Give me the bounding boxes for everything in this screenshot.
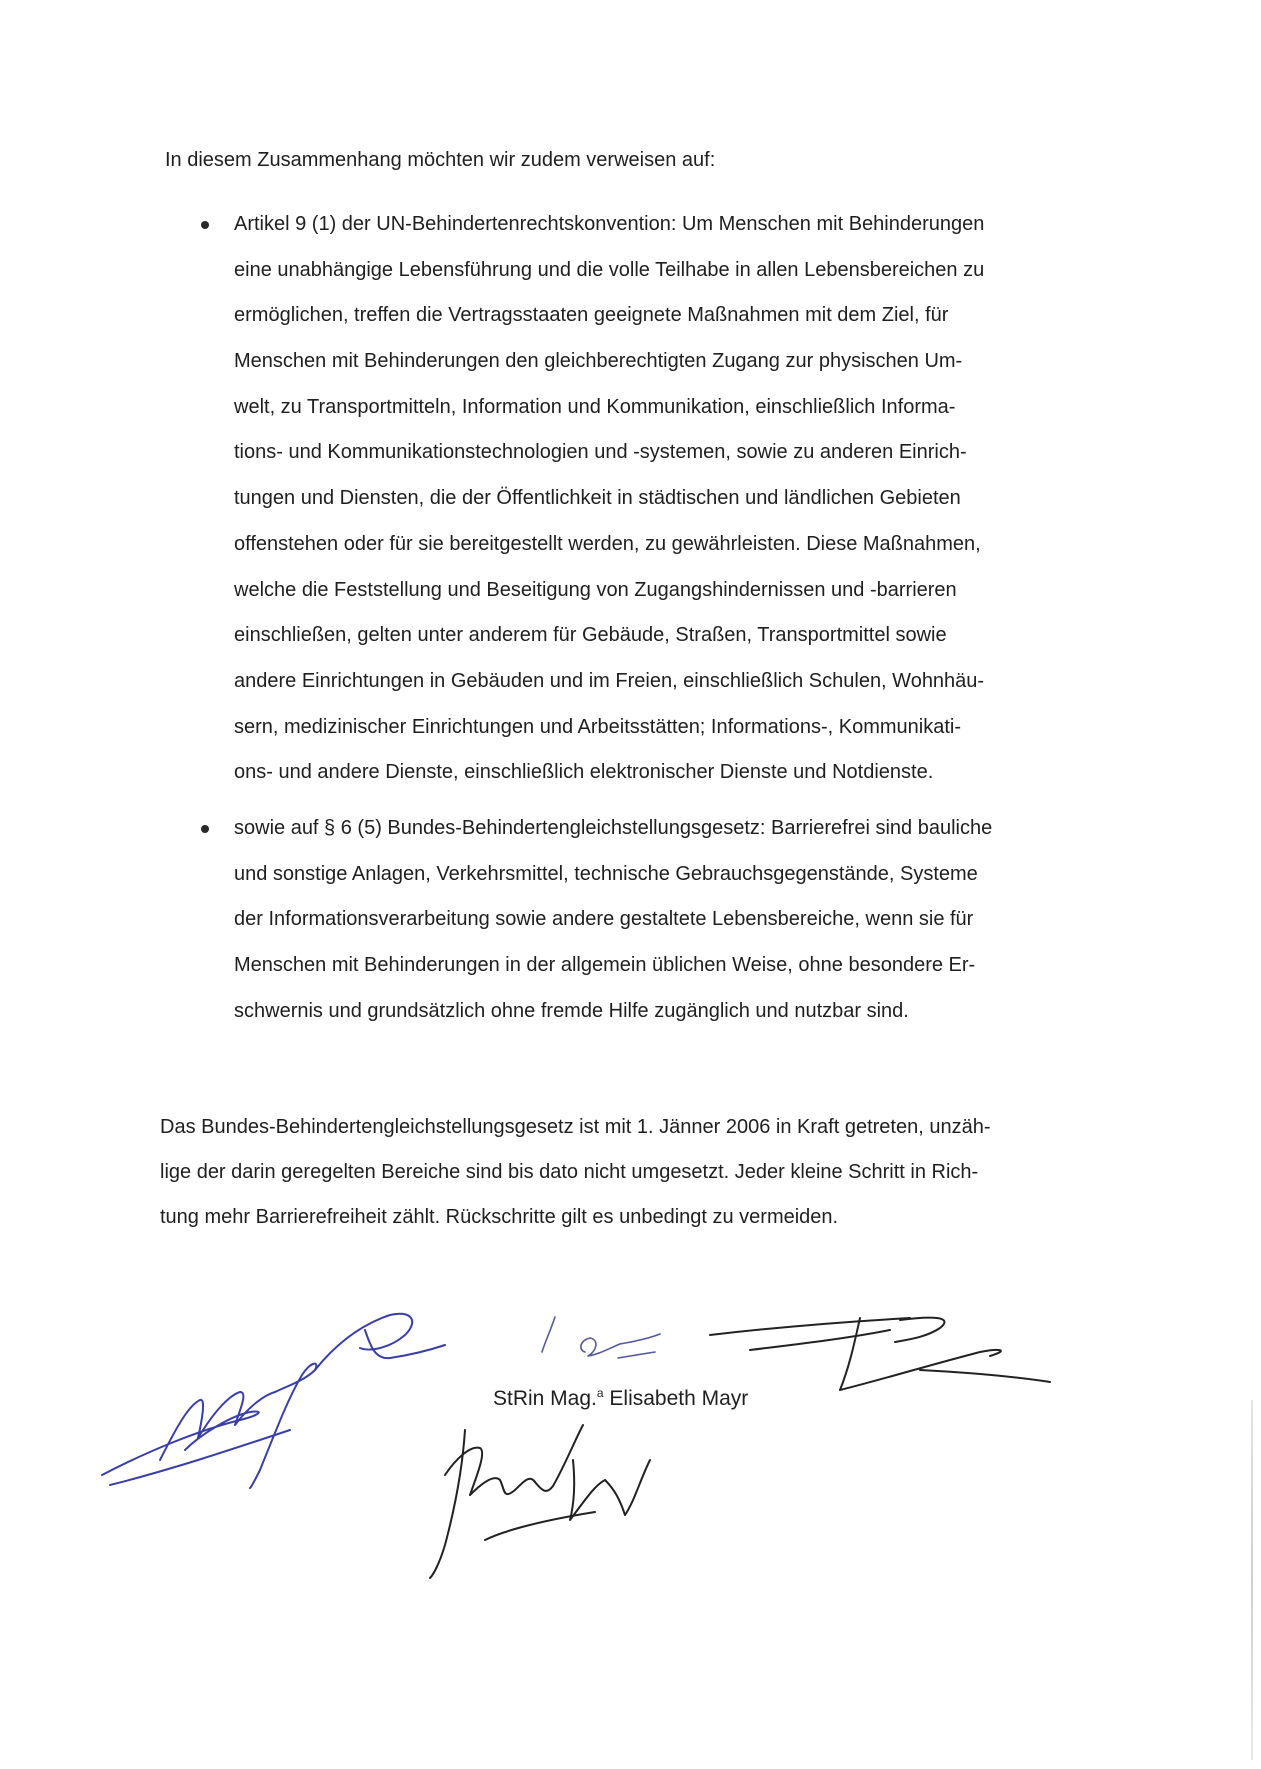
bullet-line: ermöglichen, treffen die Vertragsstaaten geeignete Maßnahmen mit dem Ziel, für	[234, 304, 949, 327]
bullet-icon	[201, 221, 209, 229]
signature-middle	[425, 1420, 665, 1580]
signer-name	[493, 1379, 748, 1413]
bullet-line: offenstehen oder für sie bereitgestellt werden, zu gewährleisten. Diese Maßnahmen,	[234, 532, 981, 555]
bullet-line: welche die Feststellung und Beseitigung von Zugangshindernissen und -barrieren	[234, 578, 957, 601]
intro-sentence: In diesem Zusammenhang möchten wir zudem verweisen auf:	[165, 149, 716, 171]
bullet-item-un-convention	[234, 202, 1114, 796]
signer-title-superscript: a	[596, 1386, 604, 1400]
bullet-line: sern, medizinischer Einrichtungen und Arbeitsstätten; Informations-, Kommunikati-	[234, 715, 962, 738]
bullet-line: sowie auf § 6 (5) Bundes-Behindertengleichstellungsgesetz: Barrierefrei sind bauliche	[234, 817, 993, 839]
closing-line: Das Bundes-Behindertengleichstellungsgesetz ist mit 1. Jänner 2006 in Kraft getreten, unzäh-	[160, 1116, 991, 1138]
bullet-line: eine unabhängige Lebensführung und die volle Teilhabe in allen Lebensbereichen zu	[234, 258, 985, 281]
bullet-item-equality-act	[234, 806, 1114, 1034]
closing-line: lige der darin geregelten Bereiche sind bis dato nicht umgesetzt. Jeder kleine Schritt in Rich-	[160, 1161, 979, 1183]
closing-line: tung mehr Barrierefreiheit zählt. Rückschritte gilt es unbedingt zu vermeiden.	[160, 1206, 839, 1228]
bullet-line: tungen und Diensten, die der Öffentlichkeit in städtischen und ländlichen Gebieten	[234, 487, 961, 510]
bullet-line: der Informationsverarbeitung sowie andere gestaltete Lebensbereiche, wenn sie für	[234, 908, 974, 931]
signer-full-name: Elisabeth Mayr	[609, 1387, 749, 1410]
bullet-line: tions- und Kommunikationstechnologien und -systemen, sowie zu anderen Einrich-	[234, 441, 967, 464]
bullet-line: Artikel 9 (1) der UN-Behindertenrechtskonvention: Um Menschen mit Behinderungen	[234, 213, 985, 235]
signature-left	[90, 1300, 450, 1490]
bullet-line: welt, zu Transportmitteln, Information und Kommunikation, einschließlich Informa-	[234, 395, 956, 418]
bullet-line: ons- und andere Dienste, einschließlich elektronischer Dienste und Notdienste.	[234, 761, 934, 784]
bullet-icon	[201, 825, 209, 833]
bullet-line: andere Einrichtungen in Gebäuden und im Freien, einschließlich Schulen, Wohnhäu-	[234, 669, 985, 692]
bullet-line: schwernis und grundsätzlich ohne fremde Hilfe zugänglich und nutzbar sind.	[234, 999, 909, 1022]
bullet-line: Menschen mit Behinderungen den gleichberechtigten Zugang zur physischen Um-	[234, 350, 963, 373]
signature-scribble	[530, 1312, 670, 1382]
scan-edge-shadow	[1251, 1400, 1253, 1760]
bullet-line: einschließen, gelten unter anderem für Gebäude, Straßen, Transportmittel sowie	[234, 624, 947, 647]
bullet-line: und sonstige Anlagen, Verkehrsmittel, technische Gebrauchsgegenstände, Systeme	[234, 862, 978, 885]
bullet-line: Menschen mit Behinderungen in der allgemein üblichen Weise, ohne besondere Er-	[234, 954, 976, 977]
signer-title: StRin Mag.	[493, 1387, 597, 1410]
closing-paragraph	[160, 1105, 1120, 1240]
